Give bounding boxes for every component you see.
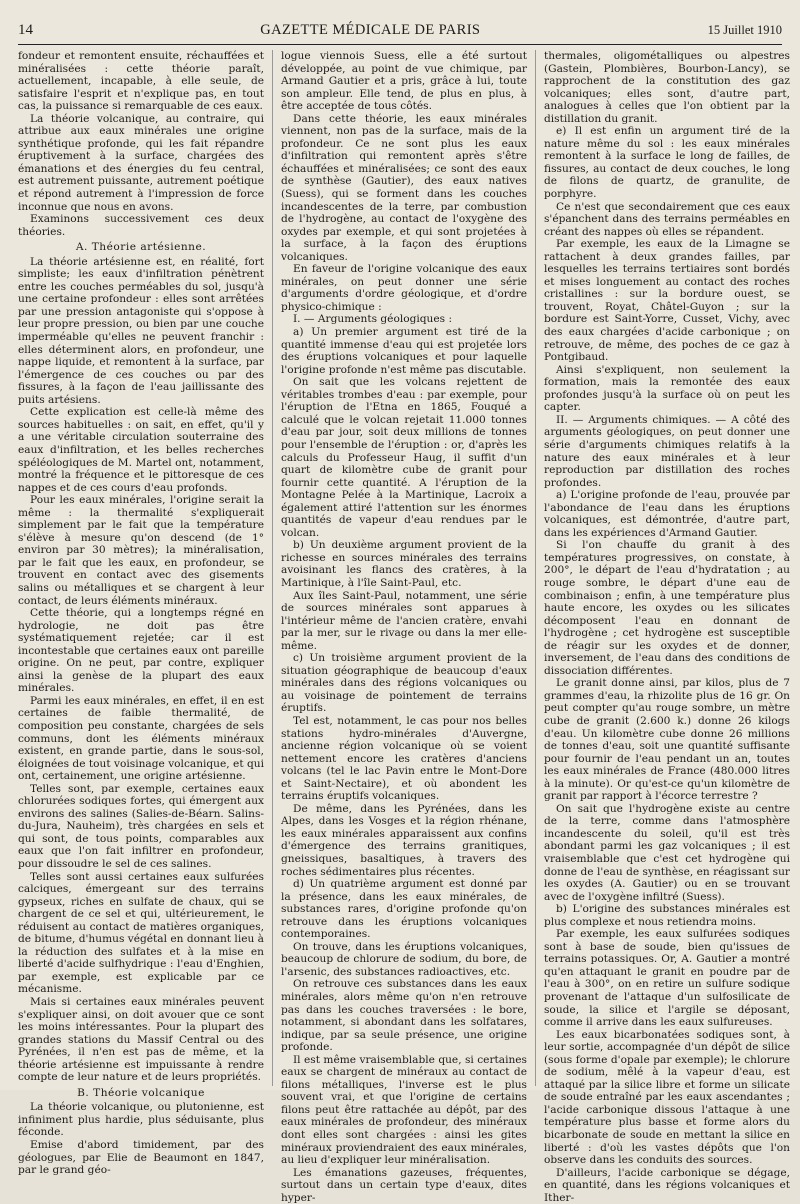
paragraph: Il est même vraisemblable que, si certaines eaux se chargent de minéraux au contact de filons métalliques, l'inverse est le plus souvent vrai, et que l'origine de certains filons peut être rattachée au dépôt, par des eaux minérales de profondeur, des minéraux dont elles sont chargées : ainsi les gites minéraux proviendraient des eaux minérales, au lieu d'expliquer leur minéralisation. [281,1053,527,1167]
paragraph: e) Il est enfin un argument tiré de la nature même du sol : les eaux minérales remontent à la surface le long de failles, de fissures, au contact de deux couches, le long de filons de quartz, de granulite, de porphyre. [544,125,790,201]
column-3 [544,50,790,1204]
paragraph: fondeur et remontent ensuite, réchauffées et minéralisées : cette théorie paraît, actuellement, incapable, à elle seule, de satisfaire l'esprit et n'explique pas, en tout cas, la puissance si remarquable de ces eaux. [18,50,264,113]
paragraph: On trouve, dans les éruptions volcaniques, beaucoup de chlorure de sodium, du bore, de l'arsenic, des substances radioactives, etc. [281,940,527,978]
paragraph: c) Un troisième argument provient de la situation géographique de beaucoup d'eaux minérales dans des régions volcaniques ou au voisinage de pointement de terrains éruptifs. [281,652,527,715]
paragraph: Pour les eaux minérales, l'origine serait la même : la thermalité s'expliquerait simplement par le fait que la température s'élève à mesure qu'on descend (de 1° environ par 30 mètres); la minéralisation, par le fait que les eaux, en profondeur, se trouvent en contact avec des gisements salins ou métalliques et se chargent à leur contact, de leurs éléments minéraux. [18,494,264,607]
paragraph: La théorie volcanique, ou plutonienne, est infiniment plus hardie, plus séduisante, plus féconde. [18,1101,264,1139]
paragraph: Par exemple, les eaux sulfurées sodiques sont à base de soude, bien qu'issues de terrains potassiques. Or, A. Gautier a montré qu'en attaquant le granit en poudre par de l'eau à 300°, on en retire un sulfure sodique provenant de l'attaque d'un sulfosilicate de soude, la silice et l'argile se déposant, comme il arrive dans les eaux sulfureuses. [544,928,790,1029]
paragraph: La théorie volcanique, au contraire, qui attribue aux eaux minérales une origine synthétique profonde, qui les fait répandre éruptivement à la surface, chargées des émanations et des énergies du feu central, est autrement puissante, autrement poétique et répond autrement à l'impression de force inconnue que nous en avons. [18,112,264,213]
paragraph: a) L'origine profonde de l'eau, prouvée par l'abondance de l'eau dans les éruptions volcaniques, est démontrée, d'autre part, dans les expériences d'Armand Gautier. [544,489,790,539]
article-columns [18,50,790,1204]
paragraph: D'ailleurs, l'acide carbonique se dégage, en quantité, dans les régions volcaniques et Ither- [544,1166,790,1204]
paragraph: On retrouve ces substances dans les eaux minérales, alors même qu'on n'en retrouve pas dans les couches traversées : le bore, notamment, si abondant dans les solfatares, indique, par sa seule présence, une origine profonde. [281,978,527,1054]
section-heading: B. Théorie volcanique [77,1086,205,1099]
paragraph: Mais si certaines eaux minérales peuvent s'expliquer ainsi, on doit avouer que ce sont les moins intéressantes. Pour la plupart des grandes stations du Massif Central ou des Pyrénées, il n'en est pas de même, et la théorie artésienne est impuissante à rendre compte de leur nature et de leurs propriétés. [18,996,264,1084]
paragraph: Par exemple, les eaux de la Limagne se rattachent à deux grandes failles, par lesquelles les terrains tertiaires sont bordés et mises longuement au contact des roches cristallines : sur la bordure ouest, se trouvent, Royat, Châtel-Guyon ; sur la bordure est Saint-Yorre, Cusset, Vichy, avec des eaux chargées d'acide carbonique ; on retrouve, de même, des poches de ce gaz à Pontgibaud. [544,238,790,364]
paragraph: d) Un quatrième argument est donné par la présence, dans les eaux minérales, de substances rares, d'origine profonde qu'on retrouve dans les éruptions volcaniques contemporaines. [281,878,527,941]
paragraph: I. — Arguments géologiques : [293,313,453,326]
paragraph: Cette explication est celle-là même des sources habituelles : on sait, en effet, qu'il y a une véritable circulation souterraine des eaux d'infiltration, et les belles recherches spéléologiques de M. Martel ont, notamment, montré la fréquence et le pittoresque de ces nappes et de ces cours d'eau profonds. [18,406,264,494]
paragraph: En faveur de l'origine volcanique des eaux minérales, on peut donner une série d'arguments d'ordre géologique, et d'ordre physico-chimique : [281,263,527,313]
issue-date: 15 Juillet 1910 [707,23,782,37]
paragraph: Examinons successivement ces deux théories. [18,213,264,238]
paragraph: b) L'origine des substances minérales est plus complexe et nous retiendra moins. [544,903,790,928]
paragraph: Ce n'est que secondairement que ces eaux s'épanchent dans des terrains perméables en créant des nappes où elles se répandent. [544,200,790,238]
paragraph: Telles sont aussi certaines eaux sulfurées calciques, émergeant sur des terrains gypseux, riches en sulfate de chaux, qui se chargent de ce sel et qui, ultérieurement, le réduisent au contact de matières organiques, de bitume, d'humus végétal en donnant lieu à la réduction des sulfates et à la mise en liberté d'acide sulfhydrique : l'eau d'Enghien, par exemple, est explicable par ce mécanisme. [18,870,264,996]
paragraph: Dans cette théorie, les eaux minérales viennent, non pas de la surface, mais de la profondeur. Ce ne sont plus les eaux d'infiltration qui remontent après s'être échauffées et minéralisées; ce sont des eaux de synthèse (Gautier), des eaux natives (Suess), qui se forment dans les couches incandescentes de la terre, par combustion de l'hydrogène, au contact de l'oxygène des oxydes par exemple, et qui sont projetées à la surface, à la façon des éruptions volcaniques. [281,112,527,263]
header-rule [18,44,782,45]
paragraph: La théorie artésienne est, en réalité, fort simpliste; les eaux d'infiltration pénètrent entre les couches perméables du sol, jusqu'à une certaine profondeur : elles sont arrêtées par une pression antagoniste qui s'oppose à leur propre pression, ou bien par une couche imperméable qu'elles ne peuvent franchir : elles déterminent alors, en profondeur, une nappe liquide, et remontent à la surface, par l'émergence de ces couches ou par des fissures, à la façon de l'eau jaillissante des puits artésiens. [18,255,264,406]
page-number: 14 [18,22,33,38]
paragraph: Ainsi s'expliquent, non seulement la formation, mais la remontée des eaux profondes jusqu'à la surface où on peut les capter. [544,363,790,414]
paragraph: Le granit donne ainsi, par kilos, plus de 7 grammes d'eau, la rhizolite plus de 16 gr. On peut compter qu'au rouge sombre, un mètre cube de granit (2.600 k.) donne 26 kilogs d'eau. Un kilomètre cube donne 26 millions de tonnes d'eau, soit une quantité suffisante pour fournir de l'eau pendant un an, toutes les eaux minérales de France (480.000 litres à la minute). Or qu'est-ce qu'un kilomètre de granit par rapport à l'écorce terrestre ? [544,677,790,803]
paragraph: II. — Arguments chimiques. — A côté des arguments géologiques, on peut donner une série d'arguments chimiques relatifs à la nature des eaux minérales et à leur reproduction par distillation des roches profondes. [544,413,790,489]
paragraph: logue viennois Suess, elle a été surtout développée, au point de vue chimique, par Armand Gautier et a pris, grâce à lui, toute son ampleur. Elle tend, de plus en plus, à être acceptée de tous côtés. [281,50,527,113]
paragraph: Emise d'abord timidement, par des géologues, par Elie de Beaumont en 1847, par le grand géo- [18,1139,264,1177]
paragraph: Tel est, notamment, le cas pour nos belles stations hydro-minérales d'Auvergne, ancienne région volcanique où se voient nettement encore les cratères d'anciens volcans (tel le lac Pavin entre le Mont-Dore et Saint-Nectaire), et où abondent les terrains éruptifs volcaniques. [281,714,527,803]
journal-title: GAZETTE MÉDICALE DE PARIS [260,22,481,38]
paragraph: De même, dans les Pyrénées, dans les Alpes, dans les Vosges et la région rhénane, les eaux minérales apparaissent aux confins d'émergence des terrains granitiques, gneissiques, basaltiques, à travers des roches sédimentaires plus récentes. [281,802,527,878]
page-header [18,22,782,42]
column-divider [535,50,536,1086]
paragraph: Parmi les eaux minérales, en effet, il en est certaines de faible thermalité, de composition peu constante, chargées de sels communs, dont les éléments minéraux existent, en grande partie, dans le sous-sol, éloignées de tout voisinage volcanique, et qui ont, certainement, une origine artésienne. [18,694,264,783]
paragraph: On sait que les volcans rejettent de véritables trombes d'eau : par exemple, pour l'éruption de l'Etna en 1865, Fouqué a calculé que le volcan rejetait 11.000 tonnes d'eau par jour, soit deux millions de tonnes pour l'ensemble de l'éruption : or, d'après les calculs du Professeur Haug, il suffit d'un quart de kilomètre cube de granit pour fournir cette quantité. A l'éruption de la Montagne Pelée à la Martinique, Lacroix a également attiré l'attention sur les énormes quantités de vapeur d'eau rendues par le volcan. [281,376,527,539]
paragraph: Les eaux bicarbonatées sodiques sont, à leur sortie, accompagnée d'un dépôt de silice (sous forme d'opale par exemple); le chlorure de sodium, mêlé à la vapeur d'eau, est attaqué par la silice libre et forme un silicate de soude entraîné par les eaux ascendantes ; l'acide carbonique dissous l'attaque à une température plus basse et forme alors du bicarbonate de soude en mettant la silice en liberté : d'où les vastes dépôts que l'on observe dans les conduits des sources. [544,1028,790,1167]
paragraph: Aux îles Saint-Paul, notamment, une série de sources minérales sont apparues à l'intérieur même de l'ancien cratère, envahi par la mer, sur le rivage ou dans la mer elle-même. [281,589,527,652]
column-divider [272,50,273,1086]
paragraph: Cette théorie, qui a longtemps régné en hydrologie, ne doit pas être systématiquement rejetée; car il est incontestable que certaines eaux ont pareille origine. On ne peut, par contre, expliquer ainsi la genèse de la plupart des eaux minérales. [18,607,264,695]
paragraph: a) Un premier argument est tiré de la quantité immense d'eau qui est projetée lors des éruptions volcaniques et pour laquelle l'origine profonde n'est même pas discutable. [281,326,527,376]
paragraph: On sait que l'hydrogène existe au centre de la terre, comme dans l'atmosphère incandescente du soleil, qu'il est très abondant parmi les gaz volcaniques ; il est vraisemblable que c'est cet hydrogène qui donne de l'eau de synthèse, en réagissant sur les oxydes (A. Gautier) ou en se trouvant avec de l'oxygène infiltré (Suess). [544,802,790,903]
column-1 [18,50,264,1177]
paragraph: thermales, oligométalliques ou alpestres (Gastein, Plombières, Bourbon-Lancy), se rapprochent de la constitution des gaz volcaniques; elles sont, d'autre part, analogues à celles que l'on obtient par la distillation du granit. [544,50,790,125]
paragraph: Telles sont, par exemple, certaines eaux chlorurées sodiques fortes, qui émergent aux environs des salines (Salies-de-Béarn. Salins-du-Jura, Nauheim), très chargées en sels et qui sont, de tous points, comparables aux eaux que l'on fait infiltrer en profondeur, pour dissoudre le sel de ces salines. [18,782,264,870]
paragraph: Si l'on chauffe du granit à des températures progressives, on constate, à 200°, le départ de l'eau d'hydratation ; au rouge sombre, le départ d'une eau de combinaison ; enfin, à une température plus haute encore, les oxydes ou les silicates décomposent l'eau en donnant de l'hydrogène ; cet hydrogène est susceptible de réagir sur les oxydes et de donner, inversement, de l'eau dans des conditions de dissociation différentes. [544,539,790,677]
section-heading: A. Théorie artésienne. [75,241,207,254]
paragraph: Les émanations gazeuses, fréquentes, surtout dans un certain type d'eaux, dites hyper- [281,1166,527,1204]
paragraph: b) Un deuxième argument provient de la richesse en sources minérales des terrains avoisinant les flancs des cratères, à la Martinique, à l'île Saint-Paul, etc. [281,539,527,589]
column-2 [281,50,527,1204]
